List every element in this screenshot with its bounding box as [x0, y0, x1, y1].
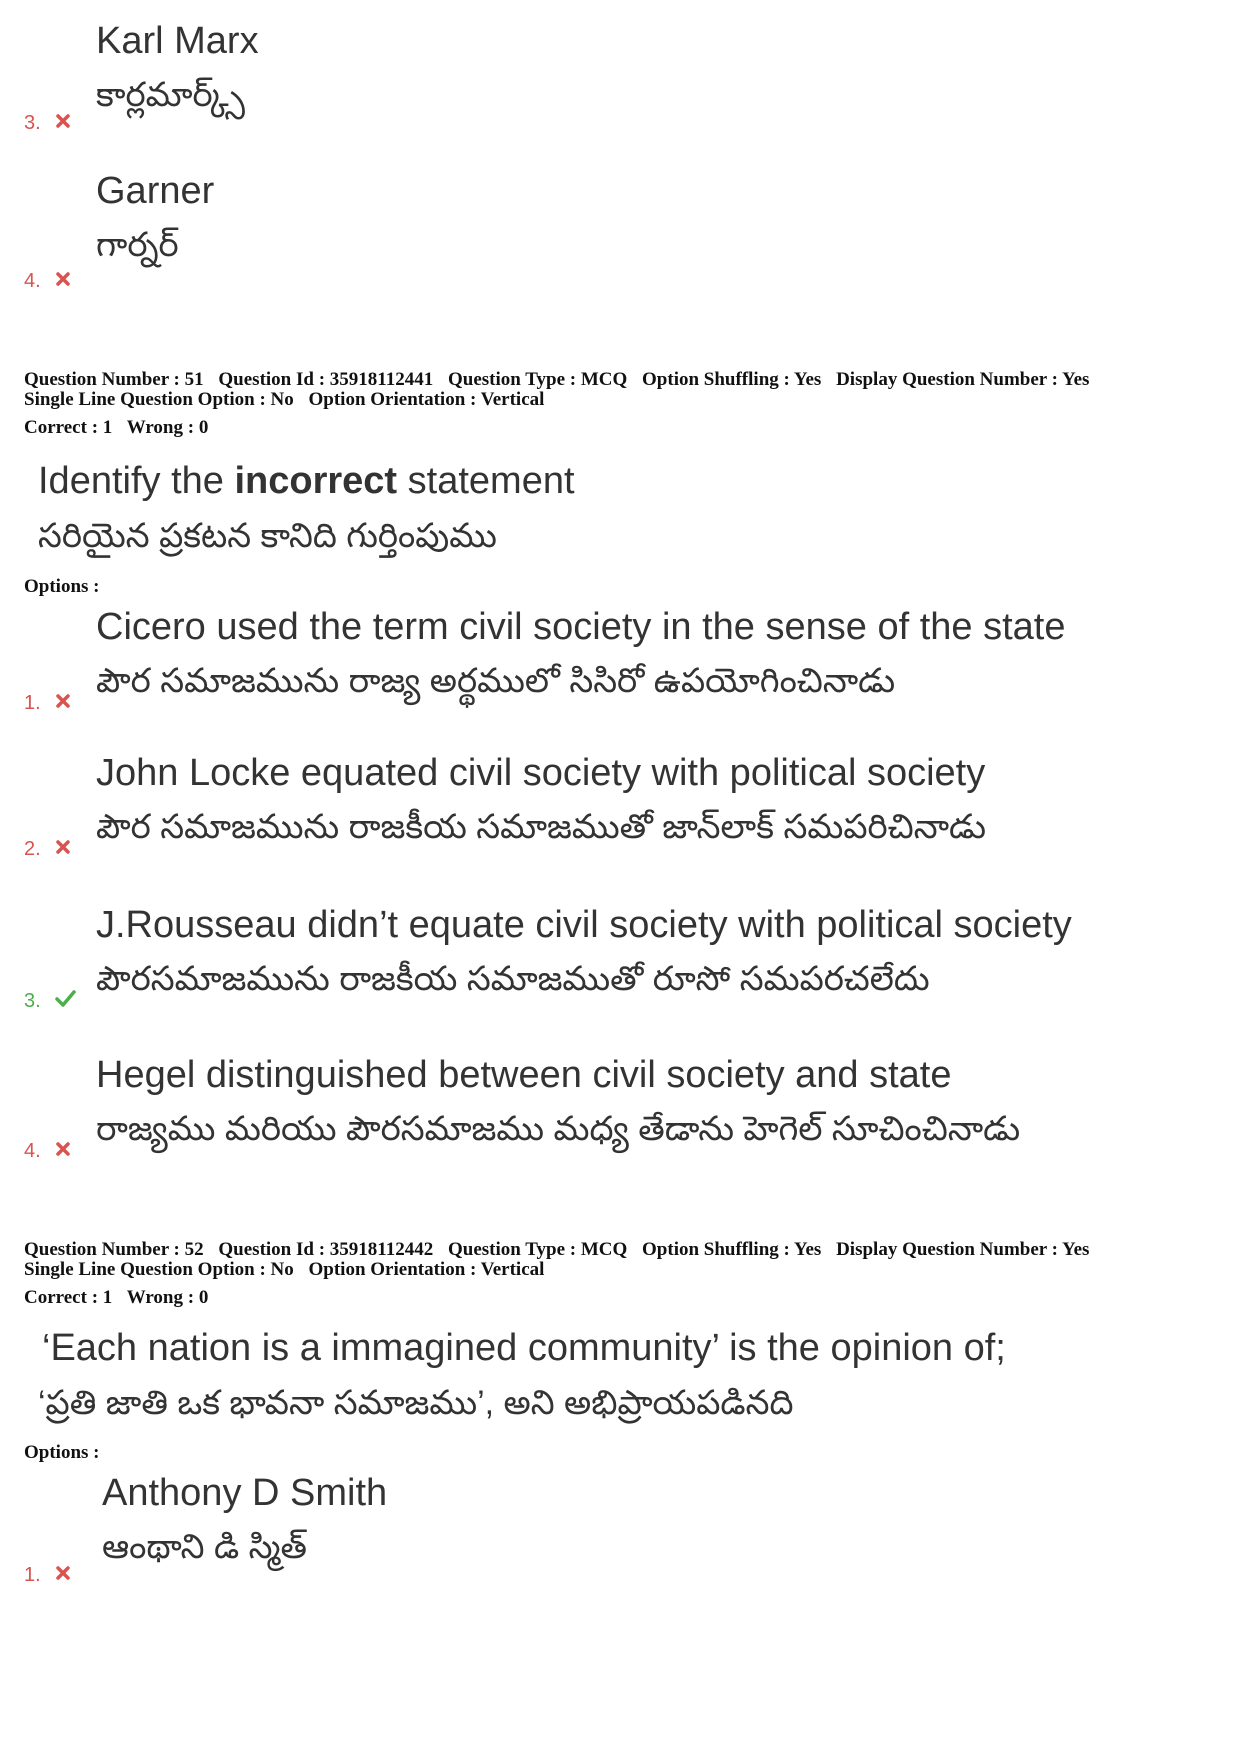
option-number: 1. [24, 692, 41, 714]
option-text-en: J.Rousseau didn’t equate civil society with political society [96, 904, 1072, 946]
question-number: Question Number : 52 [24, 1239, 204, 1260]
wrong-score: Wrong : 0 [126, 417, 209, 438]
question-text-pre: Identify the [38, 460, 235, 502]
question-id: Question Id : 35918112441 [218, 369, 434, 390]
cross-icon [54, 1140, 72, 1158]
display-question-number: Display Question Number : Yes [836, 369, 1090, 390]
question-type: Question Type : MCQ [447, 369, 628, 390]
question-number: Question Number : 51 [24, 369, 204, 390]
question-text-en [38, 460, 575, 503]
question-text-post: statement [397, 460, 575, 502]
display-question-number: Display Question Number : Yes [836, 1239, 1090, 1260]
question-text-te: సరియైన ప్రకటన కానిది గుర్తింపుము [38, 517, 497, 555]
question-text-bold: incorrect [234, 460, 398, 502]
question-type: Question Type : MCQ [447, 1239, 628, 1260]
option-text-te: పౌర సమాజమును రాజ్య అర్థములో సిసిరో ఉపయోగించినాడు [96, 662, 896, 700]
question-meta [24, 370, 1099, 438]
cross-icon [54, 270, 72, 288]
question-id: Question Id : 35918112442 [218, 1239, 434, 1260]
correct-score: Correct : 1 [24, 417, 113, 438]
option-text-te: గార్నర్ [96, 226, 179, 264]
option-shuffling: Option Shuffling : Yes [642, 1239, 822, 1260]
option-number: 3. [24, 112, 41, 134]
option-number: 2. [24, 838, 41, 860]
question-meta [24, 1240, 1099, 1308]
option-text-en: Garner [96, 170, 215, 212]
options-label: Options : [24, 1442, 100, 1463]
option-text-en: Karl Marx [96, 20, 259, 62]
option-number: 3. [24, 990, 41, 1012]
question-text-en: ‘Each nation is a immagined community’ is the opinion of; [42, 1327, 1006, 1369]
option-number: 1. [24, 1564, 41, 1586]
option-text-te: ఆంథాని డి స్మిత్ [102, 1528, 307, 1566]
cross-icon [54, 838, 72, 856]
single-line-option: Single Line Question Option : No [24, 1259, 294, 1280]
options-label: Options : [24, 576, 100, 597]
option-text-te: కార్లమార్క్స్ [96, 76, 245, 114]
option-number: 4. [24, 1140, 41, 1162]
question-text-te: ‘ప్రతి జాతి ఒక భావనా సమాజము’, అని అభిప్రాయపడినది [38, 1384, 794, 1422]
option-text-en: Anthony D Smith [102, 1472, 388, 1514]
option-text-te: పౌరసమాజమును రాజకీయ సమాజముతో రూసో సమపరచలేదు [96, 960, 930, 998]
option-text-en: Hegel distinguished between civil society and state [96, 1054, 952, 1096]
option-number: 4. [24, 270, 41, 292]
option-text-te: రాజ్యము మరియు పౌరసమాజము మధ్య తేడాను హెగెల్ సూచించినాడు [96, 1110, 1021, 1148]
single-line-option: Single Line Question Option : No [24, 389, 294, 410]
option-text-en: John Locke equated civil society with political society [96, 752, 986, 794]
cross-icon [54, 1564, 72, 1582]
check-icon [54, 988, 76, 1008]
cross-icon [54, 692, 72, 710]
correct-score: Correct : 1 [24, 1287, 113, 1308]
option-orientation: Option Orientation : Vertical [308, 389, 545, 410]
option-orientation: Option Orientation : Vertical [308, 1259, 545, 1280]
option-text-te: పౌర సమాజమును రాజకీయ సమాజముతో జాన్‌లాక్ సమపరిచినాడు [96, 808, 986, 846]
option-text-en: Cicero used the term civil society in the sense of the state [96, 606, 1066, 648]
cross-icon [54, 112, 72, 130]
wrong-score: Wrong : 0 [126, 1287, 209, 1308]
option-shuffling: Option Shuffling : Yes [642, 369, 822, 390]
